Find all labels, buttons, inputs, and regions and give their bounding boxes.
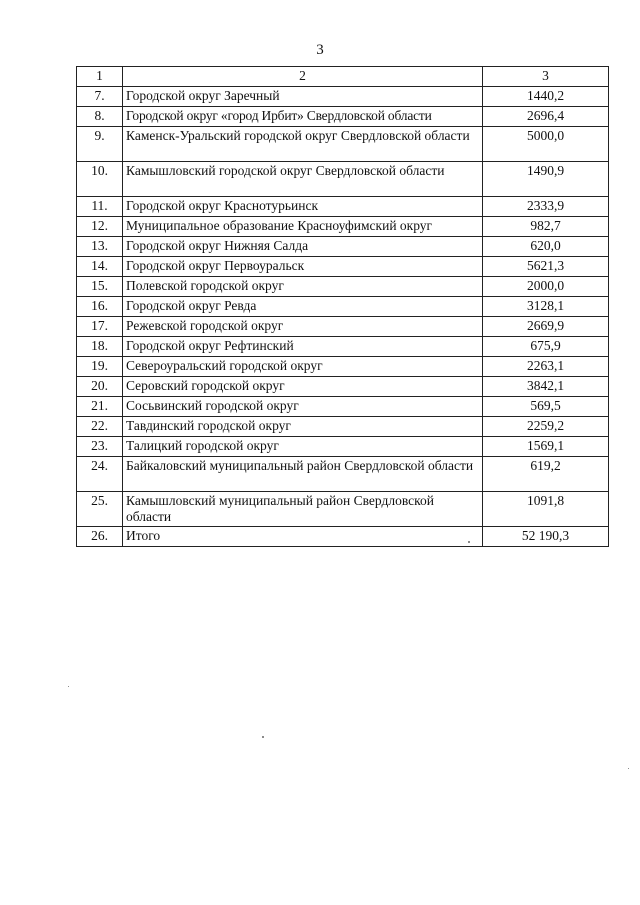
row-number: 24. <box>77 457 123 492</box>
table-row <box>77 357 609 377</box>
municipality-name: Байкаловский муниципальный район Свердловской области <box>123 457 483 492</box>
table-row <box>77 257 609 277</box>
municipality-name: Полевской городской округ <box>123 277 483 297</box>
municipality-name: Североуральский городской округ <box>123 357 483 377</box>
amount-value: 3128,1 <box>483 297 609 317</box>
municipality-name: Городской округ Краснотурьинск <box>123 197 483 217</box>
page-number: 3 <box>316 42 324 58</box>
table-row <box>77 107 609 127</box>
table-row <box>77 162 609 197</box>
amount-value: 1091,8 <box>483 492 609 527</box>
table-row <box>77 217 609 237</box>
table-row <box>77 337 609 357</box>
column-number-3: 3 <box>483 67 609 87</box>
municipality-name: Талицкий городской округ <box>123 437 483 457</box>
municipality-name: Серовский городской округ <box>123 377 483 397</box>
row-number: 7. <box>77 87 123 107</box>
column-number-1: 1 <box>77 67 123 87</box>
amount-value: 2259,2 <box>483 417 609 437</box>
amount-value: 2696,4 <box>483 107 609 127</box>
row-number: 19. <box>77 357 123 377</box>
row-number: 14. <box>77 257 123 277</box>
amount-value: 2000,0 <box>483 277 609 297</box>
row-number: 20. <box>77 377 123 397</box>
municipality-name: Сосьвинский городской округ <box>123 397 483 417</box>
table-row <box>77 197 609 217</box>
municipality-name: Муниципальное образование Красноуфимский округ <box>123 217 483 237</box>
scan-speck <box>468 541 470 543</box>
municipality-name: Городской округ Рефтинский <box>123 337 483 357</box>
row-number: 10. <box>77 162 123 197</box>
row-number: 23. <box>77 437 123 457</box>
amount-value: 2263,1 <box>483 357 609 377</box>
row-number: 15. <box>77 277 123 297</box>
amount-value: 5621,3 <box>483 257 609 277</box>
amount-value: 5000,0 <box>483 127 609 162</box>
table-row <box>77 317 609 337</box>
municipality-name: Городской округ Заречный <box>123 87 483 107</box>
table-row <box>77 87 609 107</box>
row-number: 8. <box>77 107 123 127</box>
table-row <box>77 437 609 457</box>
row-number: 18. <box>77 337 123 357</box>
municipality-name: Режевской городской округ <box>123 317 483 337</box>
scan-speck <box>628 768 629 769</box>
row-number: 21. <box>77 397 123 417</box>
table-row <box>77 417 609 437</box>
municipality-name: Каменск-Уральский городской округ Свердловской области <box>123 127 483 162</box>
municipality-name: Камышловский муниципальный район Свердловской области <box>123 492 483 527</box>
table-total-row <box>77 527 609 547</box>
table-row <box>77 377 609 397</box>
row-number: 13. <box>77 237 123 257</box>
row-number: 26. <box>77 527 123 547</box>
amount-value: 982,7 <box>483 217 609 237</box>
amount-value: 675,9 <box>483 337 609 357</box>
table-row <box>77 397 609 417</box>
allocation-table <box>76 66 609 547</box>
total-label: Итого <box>123 527 483 547</box>
total-value: 52 190,3 <box>483 527 609 547</box>
municipality-name: Городской округ Ревда <box>123 297 483 317</box>
row-number: 9. <box>77 127 123 162</box>
amount-value: 1569,1 <box>483 437 609 457</box>
table-row <box>77 297 609 317</box>
scan-speck <box>68 686 69 687</box>
row-number: 16. <box>77 297 123 317</box>
table-row <box>77 492 609 527</box>
municipality-name: Городской округ «город Ирбит» Свердловской области <box>123 107 483 127</box>
scan-speck <box>262 736 264 738</box>
table-row <box>77 457 609 492</box>
municipality-name: Городской округ Первоуральск <box>123 257 483 277</box>
row-number: 17. <box>77 317 123 337</box>
row-number: 11. <box>77 197 123 217</box>
table-row <box>77 127 609 162</box>
row-number: 12. <box>77 217 123 237</box>
column-number-2: 2 <box>123 67 483 87</box>
amount-value: 2669,9 <box>483 317 609 337</box>
amount-value: 3842,1 <box>483 377 609 397</box>
amount-value: 1490,9 <box>483 162 609 197</box>
municipality-name: Тавдинский городской округ <box>123 417 483 437</box>
amount-value: 569,5 <box>483 397 609 417</box>
amount-value: 620,0 <box>483 237 609 257</box>
table-row <box>77 277 609 297</box>
amount-value: 1440,2 <box>483 87 609 107</box>
amount-value: 619,2 <box>483 457 609 492</box>
row-number: 25. <box>77 492 123 527</box>
row-number: 22. <box>77 417 123 437</box>
municipality-name: Камышловский городской округ Свердловской области <box>123 162 483 197</box>
table-row <box>77 237 609 257</box>
amount-value: 2333,9 <box>483 197 609 217</box>
municipality-name: Городской округ Нижняя Салда <box>123 237 483 257</box>
table-header-row <box>77 67 609 87</box>
